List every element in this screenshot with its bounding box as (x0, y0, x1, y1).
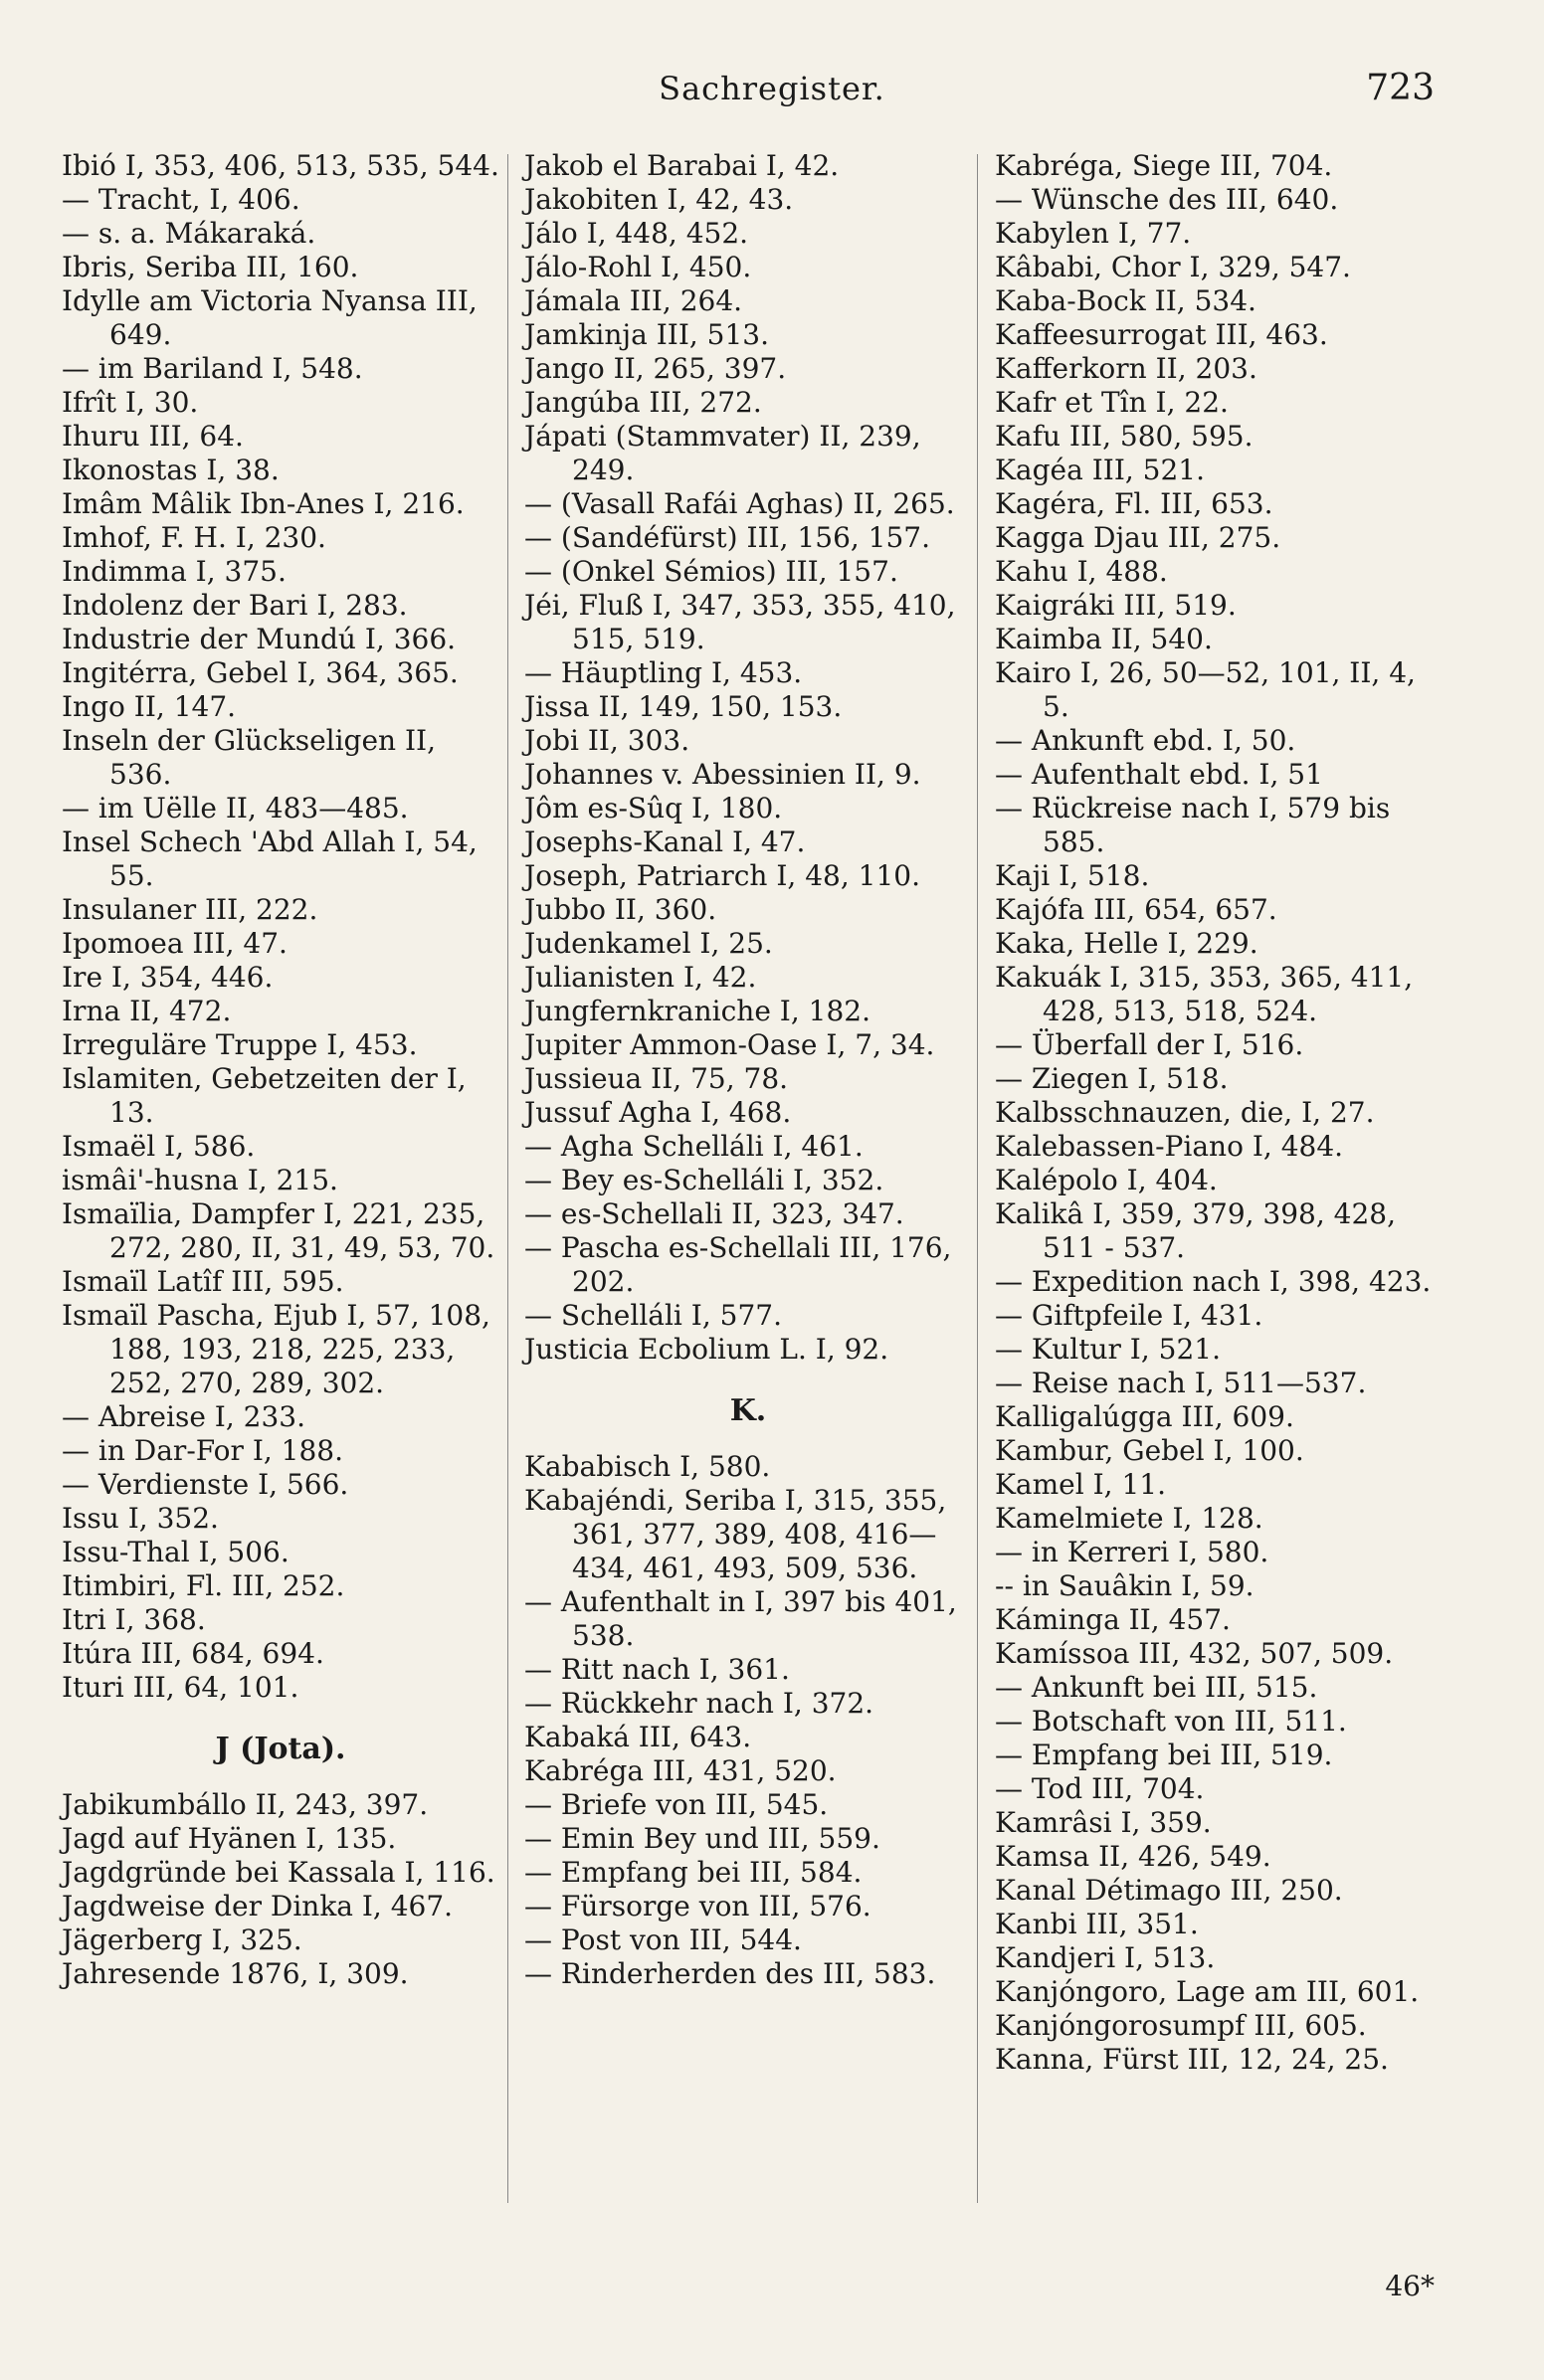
index-entry: — Empfang bei III, 519. (995, 1739, 1333, 1771)
index-entry: — Rückkehr nach I, 372. (524, 1687, 874, 1720)
index-entry: — Abreise I, 233. (62, 1400, 305, 1433)
index-entry: Kalikâ I, 359, 379, 398, 428, 511 - 537. (995, 1197, 1397, 1264)
index-entry: Ismaïl Latîf III, 595. (62, 1265, 344, 1298)
index-entry: Jussuf Agha I, 468. (524, 1096, 792, 1129)
index-entry: Idylle am Victoria Nyansa III, 649. (62, 284, 478, 351)
index-entry: — Aufenthalt ebd. I, 51 (995, 758, 1323, 791)
index-entry: Kagga Djau III, 275. (995, 521, 1281, 554)
index-entry: Kamrâsi I, 359. (995, 1806, 1212, 1839)
index-entry: Josephs-Kanal I, 47. (524, 825, 806, 858)
index-entry: Kâbabi, Chor I, 329, 547. (995, 251, 1351, 283)
index-entry: Jamkinja III, 513. (524, 318, 770, 351)
index-entry: — Ritt nach I, 361. (524, 1653, 790, 1686)
index-entry: Jámala III, 264. (524, 284, 743, 317)
letter-heading: K. (729, 1393, 767, 1428)
index-entry: Itúra III, 684, 694. (62, 1637, 324, 1670)
index-entry: — Giftpfeile I, 431. (995, 1299, 1263, 1332)
index-entry: Ituri III, 64, 101. (62, 1671, 299, 1704)
index-entry: Ire I, 354, 446. (62, 961, 274, 994)
signature-mark: 46* (1385, 2270, 1435, 2302)
index-entry: Jubbo II, 360. (524, 893, 717, 926)
index-entry: Issu I, 352. (62, 1502, 219, 1535)
index-entry: Kanal Détimago III, 250. (995, 1874, 1343, 1907)
index-entry: — im Bariland I, 548. (62, 352, 363, 385)
index-entry: — Ankunft ebd. I, 50. (995, 724, 1296, 757)
index-entry: Inseln der Glückseligen II, 536. (62, 724, 437, 791)
index-entry: Kanna, Fürst III, 12, 24, 25. (995, 2043, 1389, 2076)
index-entry: — (Onkel Sémios) III, 157. (524, 555, 898, 588)
index-entry: — Ankunft bei III, 515. (995, 1671, 1318, 1704)
index-entry: Kaji I, 518. (995, 859, 1150, 892)
index-entry: Kalbsschnauzen, die, I, 27. (995, 1096, 1375, 1129)
index-entry: Jakobiten I, 42, 43. (524, 183, 794, 216)
index-entry: Kabréga, Siege III, 704. (995, 149, 1333, 182)
index-entry: Kamel I, 11. (995, 1468, 1166, 1501)
index-entry: Ifrît I, 30. (62, 386, 199, 419)
index-entry: Jangúba III, 272. (524, 386, 762, 419)
index-column-3 (995, 149, 1433, 2077)
index-entry: Kajófa III, 654, 657. (995, 893, 1277, 926)
index-entry: — im Uëlle II, 483—485. (62, 792, 409, 824)
index-entry: Insulaner III, 222. (62, 893, 318, 926)
index-entry: Jägerberg I, 325. (62, 1923, 302, 1956)
index-entry: Ismaël I, 586. (62, 1130, 256, 1163)
index-entry: Justicia Ecbolium L. I, 92. (524, 1333, 889, 1366)
index-entry: -- in Sauâkin I, 59. (995, 1569, 1254, 1602)
index-entry: Ingo II, 147. (62, 690, 237, 723)
index-entry: Kamelmiete I, 128. (995, 1502, 1263, 1535)
index-entry: Judenkamel I, 25. (524, 927, 773, 960)
index-entry: — Rückreise nach I, 579 bis 585. (995, 792, 1391, 858)
index-entry: ismâi'-husna I, 215. (62, 1164, 338, 1196)
index-entry: Kalebassen-Piano I, 484. (995, 1130, 1344, 1163)
index-entry: Ingitérra, Gebel I, 364, 365. (62, 656, 459, 689)
index-entry: Kagéa III, 521. (995, 454, 1206, 486)
index-entry: — Tracht, I, 406. (62, 183, 300, 216)
index-column-1 (62, 149, 499, 1991)
index-entry: — es-Schellali II, 323, 347. (524, 1197, 904, 1230)
index-entry: Itimbiri, Fl. III, 252. (62, 1569, 345, 1602)
index-entry: Issu-Thal I, 506. (62, 1536, 290, 1568)
index-entry: Kalépolo I, 404. (995, 1164, 1218, 1196)
index-entry: — Ziegen I, 518. (995, 1062, 1229, 1095)
index-entry: — Botschaft von III, 511. (995, 1705, 1347, 1738)
index-entry: Kanbi III, 351. (995, 1908, 1199, 1940)
index-entry: — Briefe von III, 545. (524, 1788, 829, 1821)
index-entry: Islamiten, Gebetzeiten der I, 13. (62, 1062, 467, 1129)
index-entry: — Pascha es-Schellali III, 176, 202. (524, 1231, 952, 1298)
index-entry: Kamíssoa III, 432, 507, 509. (995, 1637, 1394, 1670)
index-entry: Kakuák I, 315, 353, 365, 411, 428, 513, 518, 524. (995, 961, 1414, 1027)
index-entry: Jango II, 265, 397. (524, 352, 787, 385)
index-entry: Irna II, 472. (62, 995, 232, 1027)
index-entry: Kalligalúgga III, 609. (995, 1400, 1294, 1433)
index-entry: Ismaïl Pascha, Ejub I, 57, 108, 188, 193, 218, 225, 233, 252, 270, 289, 302. (62, 1299, 490, 1399)
index-entry: Jagdweise der Dinka I, 467. (62, 1890, 454, 1922)
index-entry: — Rinderherden des III, 583. (524, 1957, 936, 1990)
index-entry: — Empfang bei III, 584. (524, 1856, 863, 1889)
index-entry: Kafu III, 580, 595. (995, 420, 1254, 453)
index-entry: Kairo I, 26, 50—52, 101, II, 4, 5. (995, 656, 1416, 723)
index-entry: — Agha Schelláli I, 461. (524, 1130, 864, 1163)
index-entry: Kanjóngorosumpf III, 605. (995, 2009, 1367, 2042)
index-entry: Kabaká III, 643. (524, 1721, 752, 1753)
index-entry: Jôm es-Sûq I, 180. (524, 792, 783, 824)
index-entry: Kamsa II, 426, 549. (995, 1840, 1271, 1873)
index-entry: — (Vasall Rafái Aghas) II, 265. (524, 487, 955, 520)
index-entry: Johannes v. Abessinien II, 9. (524, 758, 921, 791)
index-entry: Jéi, Fluß I, 347, 353, 355, 410, 515, 519. (524, 589, 956, 655)
index-entry: Kanjóngoro, Lage am III, 601. (995, 1975, 1420, 2008)
index-entry: Jussieua II, 75, 78. (524, 1062, 789, 1095)
index-entry: Jissa II, 149, 150, 153. (524, 690, 843, 723)
index-entry: Jagdgründe bei Kassala I, 116. (62, 1856, 495, 1889)
index-entry: — Kultur I, 521. (995, 1333, 1221, 1366)
index-entry: Ibió I, 353, 406, 513, 535, 544. (62, 149, 499, 182)
index-entry: Kagéra, Fl. III, 653. (995, 487, 1273, 520)
index-entry: Kabajéndi, Seriba I, 315, 355, 361, 377, 389, 408, 416—434, 461, 493, 509, 536. (524, 1484, 947, 1584)
index-entry: Jálo-Rohl I, 450. (524, 251, 752, 283)
index-entry: — (Sandéfürst) III, 156, 157. (524, 521, 931, 554)
index-entry: Ikonostas I, 38. (62, 454, 280, 486)
index-entry: Kaka, Helle I, 229. (995, 927, 1258, 960)
index-entry: Jahresende 1876, I, 309. (62, 1957, 409, 1990)
index-entry: Imâm Mâlik Ibn-Anes I, 216. (62, 487, 465, 520)
letter-heading: J (Jota). (215, 1732, 346, 1766)
index-entry: — Reise nach I, 511—537. (995, 1367, 1367, 1399)
index-entry: Kabréga III, 431, 520. (524, 1754, 837, 1787)
index-entry: Kahu I, 488. (995, 555, 1168, 588)
index-entry: — Überfall der I, 516. (995, 1028, 1304, 1061)
index-entry: Kandjeri I, 513. (995, 1941, 1216, 1974)
index-entry: — Post von III, 544. (524, 1923, 802, 1956)
index-entry: Ipomoea III, 47. (62, 927, 288, 960)
column-divider (977, 154, 978, 2203)
index-entry: Joseph, Patriarch I, 48, 110. (524, 859, 920, 892)
index-entry: Jobi II, 303. (524, 724, 690, 757)
index-entry: Kaimba II, 540. (995, 623, 1213, 655)
index-entry: Ihuru III, 64. (62, 420, 244, 453)
index-entry: Kabylen I, 77. (995, 217, 1192, 250)
index-entry: Kababisch I, 580. (524, 1450, 771, 1483)
index-entry: Jápati (Stammvater) II, 239, 249. (524, 420, 921, 486)
index-entry: Imhof, F. H. I, 230. (62, 521, 326, 554)
index-entry: — Bey es-Schelláli I, 352. (524, 1164, 884, 1196)
index-entry: Jabikumbállo II, 243, 397. (62, 1788, 429, 1821)
index-entry: Itri I, 368. (62, 1603, 206, 1636)
index-entry: — in Kerreri I, 580. (995, 1536, 1269, 1568)
index-entry: — Expedition nach I, 398, 423. (995, 1265, 1432, 1298)
page-number: 723 (1366, 68, 1435, 108)
index-entry: Jupiter Ammon-Oase I, 7, 34. (524, 1028, 935, 1061)
index-entry: Káminga II, 457. (995, 1603, 1231, 1636)
index-entry: Indimma I, 375. (62, 555, 287, 588)
running-header: Sachregister. (659, 70, 885, 107)
index-entry: — Tod III, 704. (995, 1772, 1205, 1805)
index-entry: — Aufenthalt in I, 397 bis 401, 538. (524, 1585, 957, 1652)
index-entry: — Verdienste I, 566. (62, 1468, 349, 1501)
index-entry: — Fürsorge von III, 576. (524, 1890, 871, 1922)
index-entry: Jungfernkraniche I, 182. (524, 995, 870, 1027)
index-entry: Indolenz der Bari I, 283. (62, 589, 408, 622)
index-entry: Insel Schech 'Abd Allah I, 54, 55. (62, 825, 478, 892)
index-entry: Kafferkorn II, 203. (995, 352, 1257, 385)
index-entry: Kaffeesurrogat III, 463. (995, 318, 1328, 351)
index-entry: — in Dar-For I, 188. (62, 1434, 344, 1467)
index-entry: — Häuptling I, 453. (524, 656, 803, 689)
index-entry: — s. a. Mákaraká. (62, 217, 316, 250)
index-entry: Kaba-Bock II, 534. (995, 284, 1256, 317)
index-entry: — Emin Bey und III, 559. (524, 1822, 880, 1855)
index-entry: — Schelláli I, 577. (524, 1299, 782, 1332)
index-entry: Jálo I, 448, 452. (524, 217, 749, 250)
index-column-2 (524, 149, 972, 1991)
index-entry: Industrie der Mundú I, 366. (62, 623, 457, 655)
index-entry: Ibris, Seriba III, 160. (62, 251, 359, 283)
index-entry: Jagd auf Hyänen I, 135. (62, 1822, 397, 1855)
column-divider (507, 154, 508, 2203)
index-entry: Kafr et Tîn I, 22. (995, 386, 1229, 419)
index-entry: — Wünsche des III, 640. (995, 183, 1339, 216)
index-entry: Ismaïlia, Dampfer I, 221, 235, 272, 280, II, 31, 49, 53, 70. (62, 1197, 495, 1264)
index-entry: Julianisten I, 42. (524, 961, 757, 994)
index-entry: Irreguläre Truppe I, 453. (62, 1028, 418, 1061)
index-entry: Jakob el Barabai I, 42. (524, 149, 840, 182)
index-entry: Kaigráki III, 519. (995, 589, 1237, 622)
index-entry: Kambur, Gebel I, 100. (995, 1434, 1304, 1467)
